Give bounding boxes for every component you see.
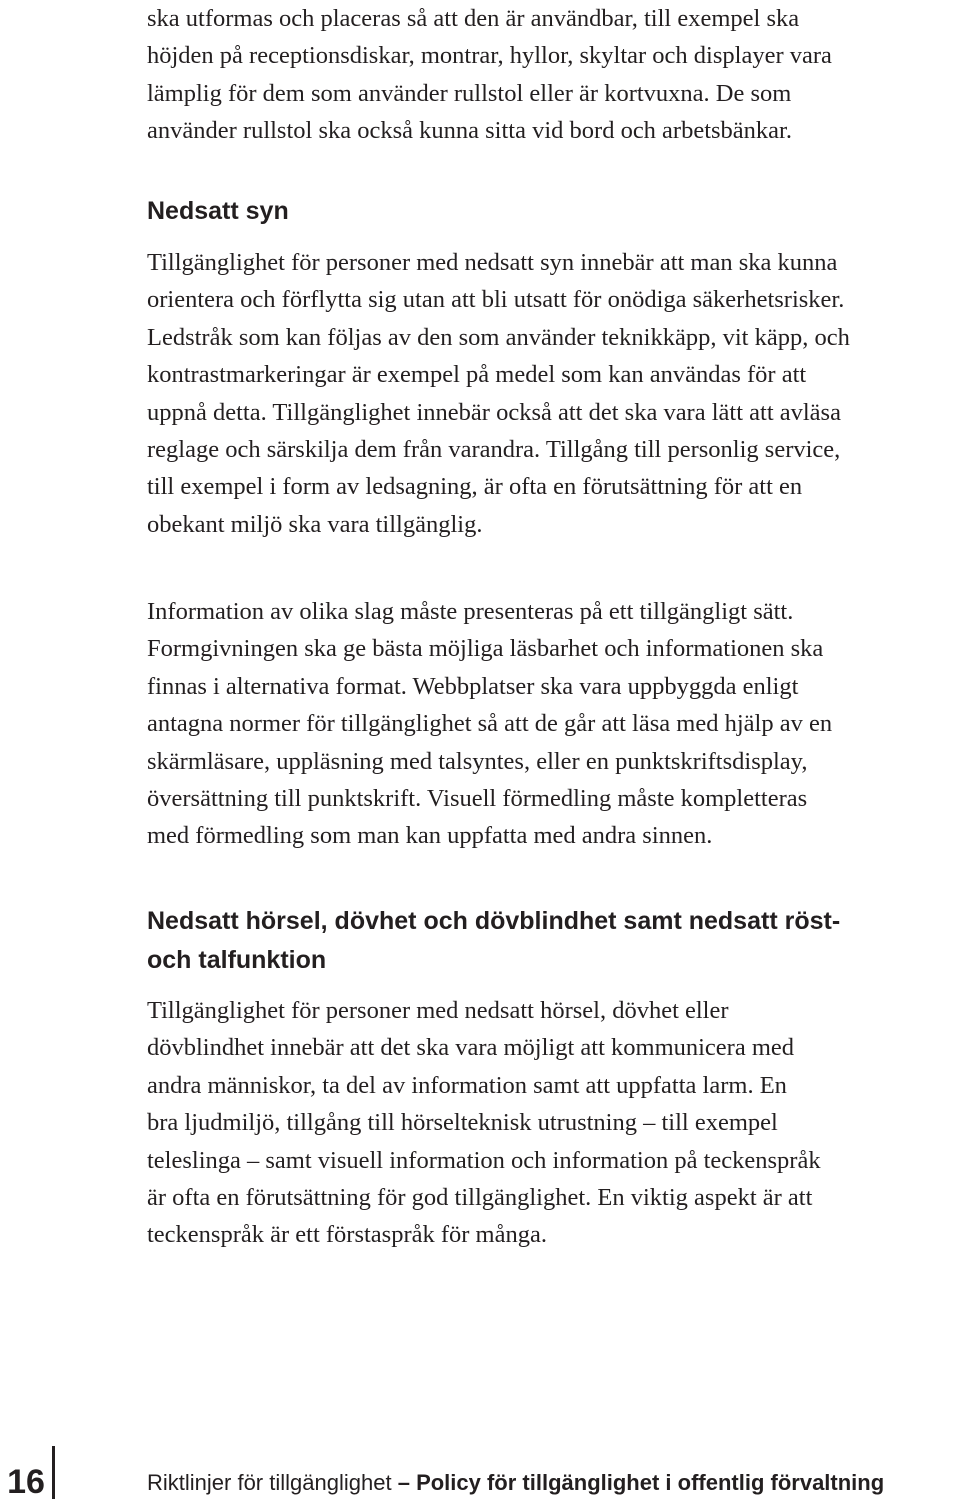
text-line: till exempel i form av ledsagning, är ofta en förutsättning för att en (147, 473, 803, 501)
syn-paragraph-2 (147, 593, 832, 855)
doc-title: Riktlinjer för tillgänglighet (147, 1470, 392, 1495)
text-line: dövblindhet innebär att det ska vara möjligt att kommunicera med (147, 1034, 795, 1062)
page-footer (0, 1452, 960, 1499)
text-line: ska utformas och placeras så att den är användbar, till exempel ska (147, 5, 800, 32)
text-line: Information av olika slag måste presenteras på ett tillgängligt sätt. (147, 598, 794, 625)
text-line: använder rullstol ska också kunna sitta vid bord och arbetsbänkar. (147, 117, 792, 145)
syn-paragraph-1 (147, 244, 850, 543)
text-line: skärmläsare, uppläsning med talsyntes, eller en punktskriftsdisplay, (147, 747, 808, 775)
text-line: orientera och förflytta sig utan att bli utsatt för onödiga säkerhetsrisker. (147, 286, 845, 314)
text-line: kontrastmarkeringar är exempel på medel som kan användas för att (147, 361, 807, 389)
text-line: teleslinga – samt visuell information och information på teckenspråk (147, 1146, 821, 1174)
section-heading-syn (147, 192, 289, 231)
text-line: andra människor, ta del av information samt att uppfatta larm. En (147, 1071, 787, 1099)
text-line: är ofta en förutsättning för god tillgänglighet. En viktig aspekt är att (147, 1183, 813, 1211)
page-number: 16 (7, 1463, 45, 1501)
text-line: översättning till punktskrift. Visuell förmedling måste kompletteras (147, 784, 808, 812)
text-line: med förmedling som man kan uppfatta med andra sinnen. (147, 822, 713, 850)
text-line: teckenspråk är ett förstaspråk för många. (147, 1221, 547, 1249)
title-dash: – (397, 1470, 410, 1495)
text-line: bra ljudmiljö, tillgång till hörselteknisk utrustning – till exempel (147, 1109, 778, 1137)
text-line: Ledstråk som kan följas av den som använder teknikkäpp, vit käpp, och (147, 323, 850, 351)
heading-text: Nedsatt hörsel, dövhet och dövblindhet samt nedsatt röst- (147, 907, 841, 935)
intro-paragraph (147, 0, 832, 150)
footer-divider (52, 1446, 55, 1499)
text-line: höjden på receptionsdiskar, montrar, hyllor, skyltar och displayer vara (147, 42, 832, 70)
heading-text: och talfunktion (147, 946, 327, 974)
heading-text: Nedsatt syn (147, 197, 289, 225)
text-line: Tillgänglighet för personer med nedsatt syn innebär att man ska kunna (147, 249, 838, 276)
text-line: obekant miljö ska vara tillgänglig. (147, 510, 483, 538)
text-line: uppnå detta. Tillgänglighet innebär också att det ska vara lätt att avläsa (147, 398, 841, 426)
doc-subtitle: Policy för tillgänglighet i offentlig förvaltning (416, 1470, 885, 1495)
text-line: lämplig för dem som använder rullstol eller är kortvuxna. De som (147, 79, 792, 107)
text-line: antagna normer för tillgänglighet så att de går att läsa med hjälp av en (147, 710, 833, 738)
text-line: Tillgänglighet för personer med nedsatt hörsel, dövhet eller (147, 997, 729, 1024)
horsel-paragraph (147, 992, 821, 1254)
text-line: reglage och särskilja dem från varandra. Tillgång till personlig service, (147, 435, 841, 463)
text-line: finnas i alternativa format. Webbplatser ska vara uppbyggda enligt (147, 672, 799, 700)
running-title (147, 1468, 884, 1498)
section-heading-horsel (147, 902, 840, 980)
text-line: Formgivningen ska ge bästa möjliga läsbarhet och informationen ska (147, 635, 824, 663)
